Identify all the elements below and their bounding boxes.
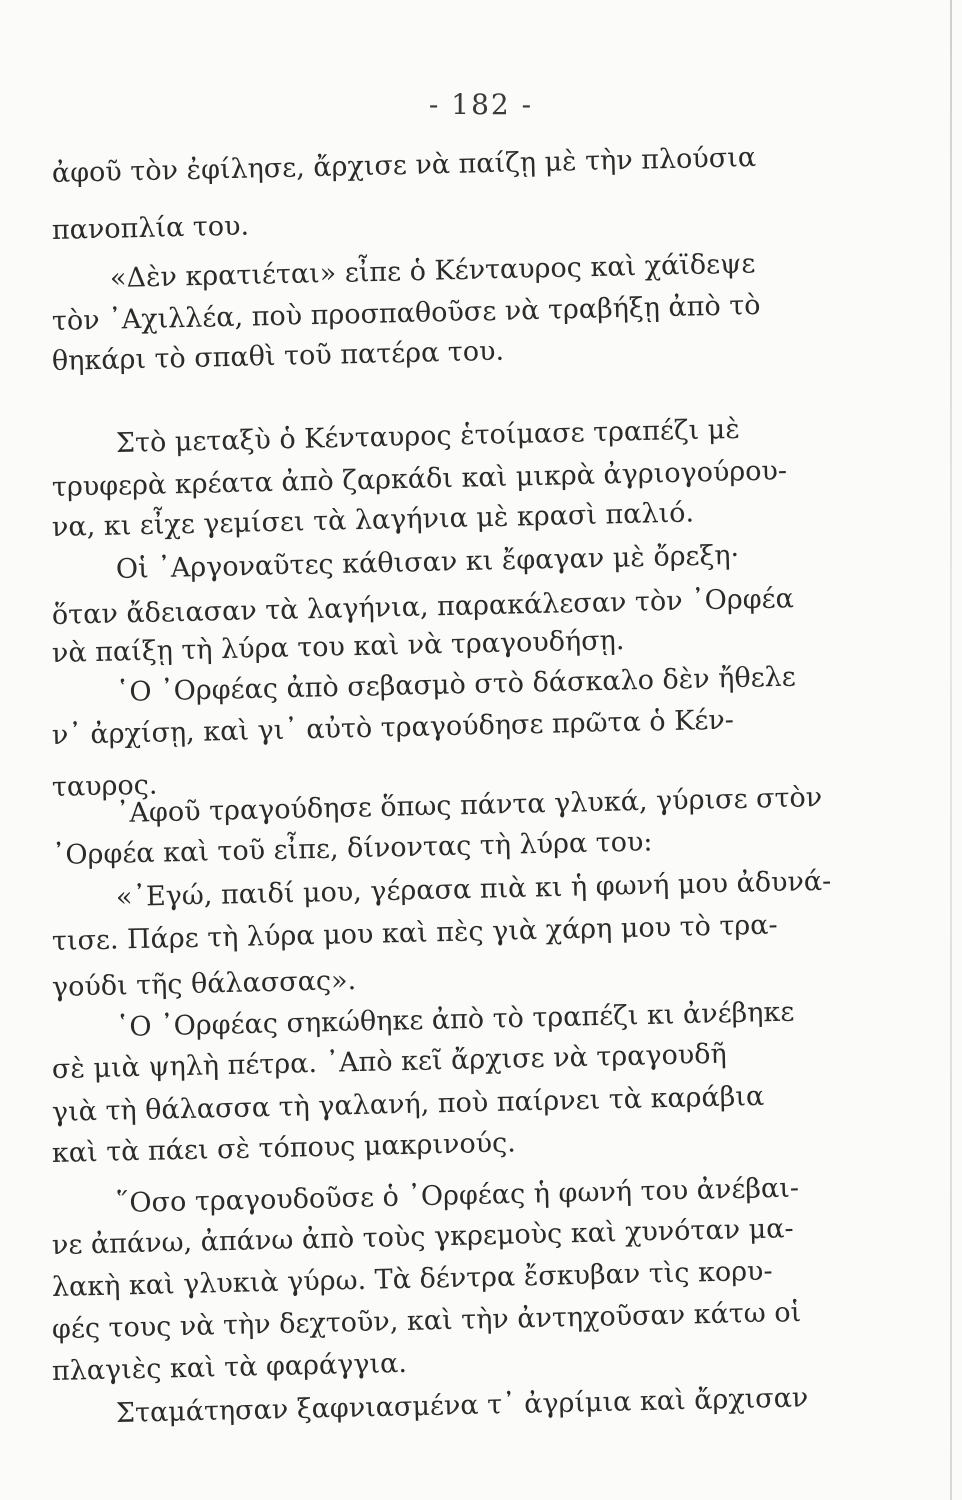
text-line: ᾿Αφοῦ τραγούδησε ὅπως πάντα γλυκά, γύρισε στὸν <box>115 781 823 829</box>
text-line: νὰ παίξῃ τὴ λύρα του καὶ νὰ τραγουδήσῃ. <box>51 625 625 669</box>
text-line: τὸν ᾿Αχιλλέα, ποὺ προσπαθοῦσε νὰ τραβήξῃ ἀπὸ τὸ <box>51 289 761 337</box>
text-line: πλαγιὲς καὶ τὰ φαράγγια. <box>51 1347 408 1387</box>
text-line: «᾿Εγώ, παιδί μου, γέρασα πιὰ κι ἡ φωνή μου ἀδυνά- <box>115 865 832 913</box>
text-line: ῾Ο ᾿Ορφέας σηκώθηκε ἀπὸ τὸ τραπέζι κι ἀνέβηκε <box>115 996 795 1043</box>
text-line: ὅταν ἄδειασαν τὰ λαγήνια, παρακάλεσαν τὸν ᾿Ορφέα <box>51 583 795 631</box>
text-line: ᾿Ορφέα καὶ τοῦ εἶπε, δίνοντας τὴ λύρα του: <box>51 826 653 871</box>
text-line: φές τους νὰ τὴν δεχτοῦν, καὶ τὴν ἀντηχοῦσαν κάτω οἱ <box>51 1297 802 1345</box>
page-number: - 182 - <box>428 88 534 121</box>
text-line: θηκάρι τὸ σπαθὶ τοῦ πατέρα του. <box>51 335 505 377</box>
text-line: λακὴ καὶ γλυκιὰ γύρω. Τὰ δέντρα ἔσκυβαν τὶς κορυ- <box>51 1255 773 1303</box>
text-line: Στὸ μεταξὺ ὁ Κένταυρος ἑτοίμασε τραπέζι μὲ <box>115 413 741 459</box>
text-line: να, κι εἶχε γεμίσει τὰ λαγήνια μὲ κρασὶ παλιό. <box>51 497 695 543</box>
text-line: γιὰ τὴ θάλασσα τὴ γαλανή, ποὺ παίρνει τὰ καράβια <box>51 1080 765 1128</box>
text-line: ν᾿ ἀρχίσῃ, καὶ γι᾿ αὐτὸ τραγούδησε πρῶτα ὁ Κέν- <box>51 704 735 751</box>
text-line: ταυρος. <box>51 769 158 803</box>
text-line: τρυφερὰ κρέατα ἀπὸ ζαρκάδι καὶ μικρὰ ἀγριογούρου- <box>51 455 788 503</box>
text-line: γούδι τῆς θάλασσας». <box>51 965 357 1003</box>
text-line: ῾Ο ᾿Ορφέας ἀπὸ σεβασμὸ στὸ δάσκαλο δὲν ἤθελε <box>115 661 797 708</box>
text-line: καὶ τὰ πάει σὲ τόπους μακρινούς. <box>51 1127 517 1169</box>
text-line: ἀφοῦ τὸν ἐφίλησε, ἄρχισε νὰ παίζῃ μὲ τὴν πλούσια <box>51 142 757 189</box>
text-line: Σταμάτησαν ξαφνιασμένα τ᾿ ἀγρίμια καὶ ἄρχισαν <box>115 1382 809 1429</box>
text-line: νε ἀπάνω, ἀπάνω ἀπὸ τοὺς γκρεμοὺς καὶ χυνόταν μα- <box>51 1213 794 1261</box>
text-line: ῞Οσο τραγουδοῦσε ὁ ᾿Ορφέας ἡ φωνή του ἀνέβαι- <box>115 1172 800 1219</box>
text-line: πανοπλία του. <box>51 210 250 246</box>
text-line: τισε. Πάρε τὴ λύρα μου καὶ πὲς γιὰ χάρη μου τὸ τρα- <box>51 909 778 957</box>
text-line: Οἱ ᾿Αργοναῦτες κάθισαν κι ἔφαγαν μὲ ὄρεξη· <box>115 539 740 585</box>
text-line: σὲ μιὰ ψηλὴ πέτρα. ᾿Απὸ κεῖ ἄρχισε νὰ τραγουδῆ <box>51 1038 727 1085</box>
text-line: «Δὲν κρατιέται» εἶπε ὁ Κένταυρος καὶ χάϊδεψε <box>109 248 756 294</box>
